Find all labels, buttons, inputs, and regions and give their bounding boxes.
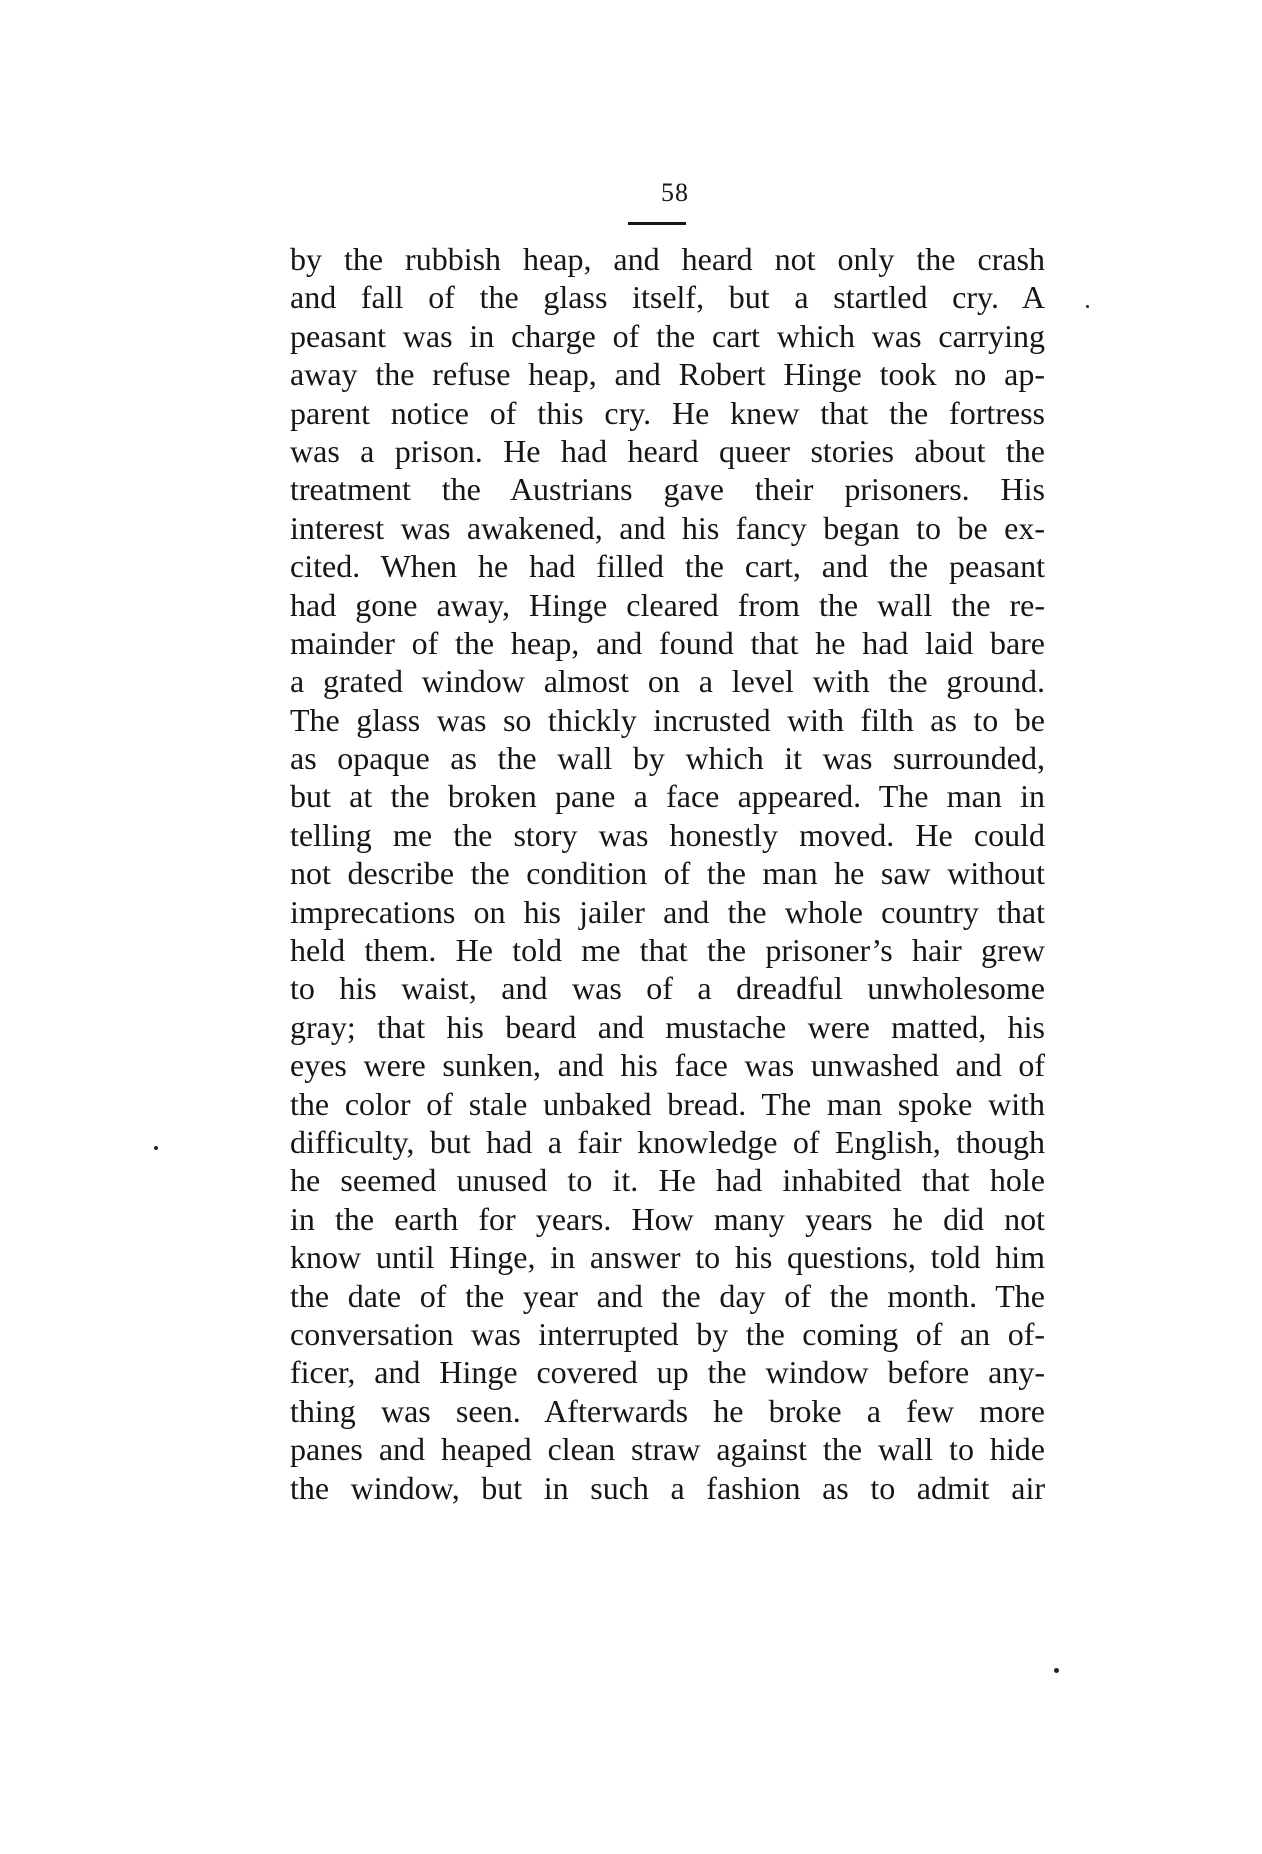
text-line: in the earth for years. How many years he did not (290, 1200, 1045, 1237)
page-number: 58 (661, 178, 689, 207)
text-line: panes and heaped clean straw against the wall to hide (290, 1431, 1045, 1468)
text-line: parent notice of this cry. He knew that the fortress (290, 394, 1045, 431)
text-line: held them. He told me that the prisoner’s hair grew (290, 932, 1045, 969)
text-line: the window, but in such a fashion as to admit air (290, 1469, 1045, 1506)
ink-speck (1054, 1668, 1059, 1673)
text-line: treatment the Austrians gave their prisoners. His (290, 471, 1045, 508)
text-line: interest was awakened, and his fancy began to be ex- (290, 509, 1045, 546)
text-line: peasant was in charge of the cart which was carrying (290, 317, 1045, 354)
body-text (290, 240, 1045, 1507)
text-line: cited. When he had filled the cart, and the peasant (290, 548, 1045, 585)
text-line: imprecations on his jailer and the whole country that (290, 893, 1045, 930)
text-line: the date of the year and the day of the month. The (290, 1277, 1045, 1314)
text-line: away the refuse heap, and Robert Hinge took no ap- (290, 356, 1045, 393)
text-line: he seemed unused to it. He had inhabited that hole (290, 1162, 1045, 1199)
ink-speck (1086, 305, 1089, 308)
text-line: ficer, and Hinge covered up the window before any- (290, 1354, 1045, 1391)
text-line: a grated window almost on a level with the ground. (290, 663, 1045, 700)
text-line: The glass was so thickly incrusted with filth as to be (290, 701, 1045, 738)
ink-speck (154, 1146, 158, 1150)
text-line: had gone away, Hinge cleared from the wall the re- (290, 586, 1045, 623)
text-line: eyes were sunken, and his face was unwashed and of (290, 1047, 1045, 1084)
text-line: the color of stale unbaked bread. The man spoke with (290, 1085, 1045, 1122)
text-line: by the rubbish heap, and heard not only the crash (290, 241, 1045, 277)
text-line: not describe the condition of the man he saw without (290, 855, 1045, 892)
text-line: gray; that his beard and mustache were matted, his (290, 1008, 1045, 1045)
page-number-rule (628, 222, 686, 225)
text-line: but at the broken pane a face appeared. The man in (290, 778, 1045, 815)
text-line: was a prison. He had heard queer stories about the (290, 432, 1045, 469)
text-line: thing was seen. Afterwards he broke a few more (290, 1392, 1045, 1429)
text-line: to his waist, and was of a dreadful unwholesome (290, 970, 1045, 1007)
text-line: difficulty, but had a fair knowledge of English, though (290, 1123, 1045, 1160)
text-line: know until Hinge, in answer to his questions, told him (290, 1239, 1045, 1276)
text-line: as opaque as the wall by which it was surrounded, (290, 740, 1045, 777)
text-line: conversation was interrupted by the coming of an of- (290, 1315, 1045, 1352)
text-line: and fall of the glass itself, but a startled cry. A (290, 279, 1045, 316)
text-line: mainder of the heap, and found that he had laid bare (290, 624, 1045, 661)
text-line: telling me the story was honestly moved. He could (290, 816, 1045, 853)
